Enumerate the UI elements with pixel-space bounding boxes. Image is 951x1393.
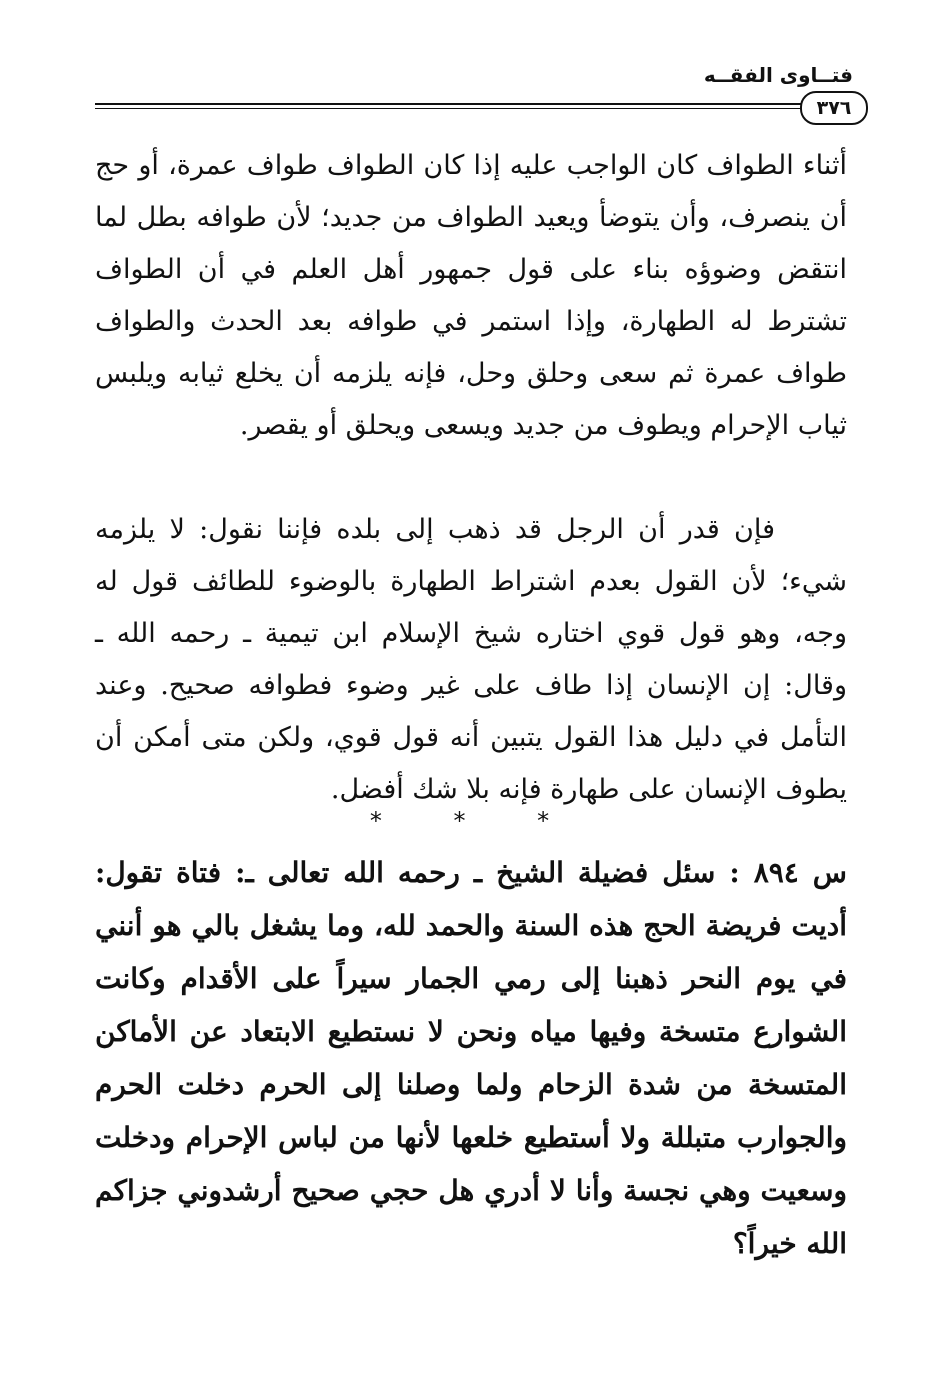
page-number: ٣٧٦ — [800, 91, 868, 125]
paragraph: أثناء الطواف كان الواجب عليه إذا كان الطواف طواف عمرة، أو حج أن ينصرف، وأن يتوضأ ويعيد الطواف من جديد؛ لأن طوافه بطل لما انتقض وضوؤه بناء على قول جمهور أهل العلم في أن الطواف تشترط له الطهارة، وإذا استمر في طوافه بعد الحدث والطواف طواف عمرة ثم سعى وحلق وحل، فإنه يلزمه أن يخلع ثيابه ويلبس ثياب الإحرام ويطوف من جديد ويسعى ويحلق أو يقصر. — [95, 150, 847, 441]
question-number: س ٨٩٤ : — [729, 856, 847, 889]
paragraph-block-1 — [95, 140, 847, 452]
header-rule-thin — [95, 108, 807, 109]
section-separator: * * * — [369, 807, 582, 835]
header-rule — [95, 103, 807, 105]
paragraph: فإن قدر أن الرجل قد ذهب إلى بلده فإننا نقول: لا يلزمه شيء؛ لأن القول بعدم اشتراط الطهارة بالوضوء للطائف قول له وجه، وهو قول قوي اختاره شيخ الإسلام ابن تيمية ـ رحمه الله ـ وقال: إن الإنسان إذا طاف على غير وضوء فطوافه صحيح. وعند التأمل في دليل هذا القول يتبين أنه قول قوي، ولكن متى أمكن أن يطوف الإنسان على طهارة فإنه بلا شك أفضل. — [95, 514, 847, 805]
paragraph-block-2 — [95, 504, 847, 816]
running-title: فتــاوى الفقــه — [703, 63, 853, 87]
question-paragraph — [95, 846, 847, 1270]
question-text: سئل فضيلة الشيخ ـ رحمه الله تعالى ـ: فتاة تقول: أديت فريضة الحج هذه السنة والحمد لله، وما يشغل بالي هو أنني في يوم النحر ذهبنا إلى رمي الجمار سيراً على الأقدام وكانت الشوارع متسخة وفيها مياه ونحن لا نستطيع الابتعاد عن الأماكن المتسخة من شدة الزحام ولما وصلنا إلى الحرم دخلت الحرم والجوارب متبللة ولا أستطيع خلعها لأنها من لباس الإحرام ودخلت وسعيت وهي نجسة وأنا لا أدري هل حجي صحيح أرشدوني جزاكم الله خيراً؟ — [95, 856, 847, 1260]
question-block — [95, 846, 847, 1270]
